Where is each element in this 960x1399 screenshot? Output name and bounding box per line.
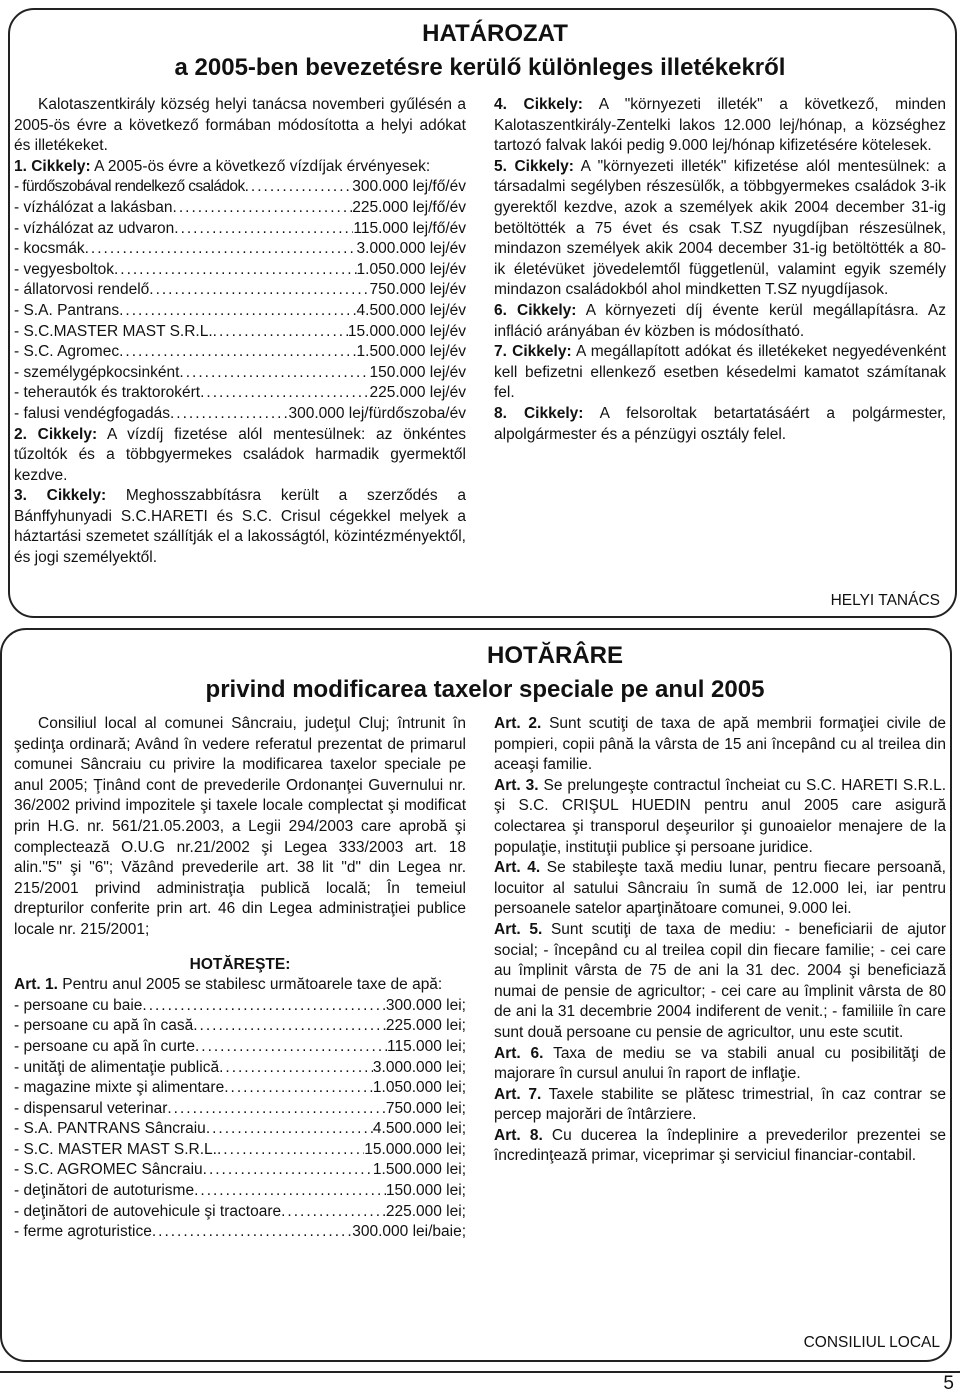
fee-row: [14, 1037, 466, 1058]
fee-label: - S.A. PANTRANS Sâncraiu: [14, 1120, 206, 1138]
hu-article-3: 3. Cikkely: Meghosszabbításra került a szerződés a Bánffyhunyadi S.C.HARETI és S.C. Crisul cégekkel melyek a háztartási szemetet szállítják el a lakosságtól, közintézményektől, és jogi személyektől.: [14, 487, 466, 567]
hu-title: HATÁROZAT: [422, 20, 568, 47]
fee-row: [14, 219, 466, 240]
fee-row: [14, 1119, 466, 1140]
fee-row: [14, 1058, 466, 1079]
hu-article-7: 7. Cikkely: A megállapított adókat és illetékeket negyedévenként kell befizetni ellenkező esetben késedelmi kamatot számítanak fel.: [494, 343, 947, 402]
fee-row: [14, 322, 466, 343]
fee-label: - falusi vendégfogadás: [14, 404, 170, 422]
fee-label: - állatorvosi rendelő: [14, 281, 150, 299]
fee-value: 1.500.000 lej/év: [356, 343, 466, 361]
ro-title: HOTĂRÂRE: [487, 642, 623, 669]
dot-leader: [245, 177, 353, 198]
fee-row: [14, 1222, 466, 1243]
dot-leader: [194, 1181, 386, 1202]
dot-leader: [203, 1160, 373, 1181]
ro-article-4: Art. 4. Se stabileşte taxă mediu lunar, pentru fiecare persoană, locuitor al satului Sâncraiu în sumă de 12.000 lei, iar pentru persoanele satelor aparţinătoare comunei, 9.000 lei.: [494, 859, 946, 918]
fee-label: - S.A. Pantrans: [14, 301, 120, 319]
hu-left-column: [14, 95, 466, 568]
fee-value: 1.050.000 lej/év: [356, 260, 466, 278]
fee-label: - ferme agroturistice: [14, 1223, 152, 1241]
hu-fee-list: [14, 177, 466, 424]
fee-value: 115.000 lej/fő/év: [353, 219, 466, 237]
fee-row: [14, 1202, 466, 1223]
fee-row: [14, 1078, 466, 1099]
fee-label: - unităţi de alimentaţie publică: [14, 1058, 220, 1076]
ro-decide-heading: HOTĂREŞTE:: [189, 955, 291, 973]
fee-label: - magazine mixte şi alimentare: [14, 1079, 225, 1097]
dot-leader: [224, 1078, 373, 1099]
fee-label: - deţinători de autoturisme: [14, 1182, 195, 1200]
fee-value: 1.500.000 lei;: [372, 1161, 466, 1179]
dot-leader: [219, 1058, 373, 1079]
fee-row: [14, 363, 466, 384]
fee-label: - S.C.MASTER MAST S.R.L.: [14, 322, 213, 340]
fee-label: - deţinători de autovehicule şi tractoare: [14, 1202, 282, 1220]
fee-label: - kocsmák: [14, 240, 85, 258]
fee-row: [14, 239, 466, 260]
fee-row: [14, 342, 466, 363]
fee-row: [14, 1181, 466, 1202]
dot-leader: [142, 996, 385, 1017]
fee-row: [14, 301, 466, 322]
hu-article-2: 2. Cikkely: A vízdíj fizetése alól mentesülnek: az önkéntes tűzoltók és a többgyermekes családok harmadik gyermektől kezdve.: [14, 425, 466, 484]
ro-article-1: Art. 1. Pentru anul 2005 se stabilesc următoarele taxe de apă:: [14, 976, 443, 994]
ro-right-column: [494, 714, 946, 1167]
ro-article-5: Art. 5. Sunt scutiţi de taxa de mediu: - beneficiarii de ajutor social; - începând cu al treilea copil din fiecare familie; - cei care au împlinit vârsta de 75 de ani la 31 dec. 2004 şi beneficiază numai de pensie de agricultor; - cei care au împlinit vârsta de 80 de ani la 31 decembrie 2004 indiferent de venit.; - familiile în care sunt două persoane cu pensie de agricultor, unu este scutit.: [494, 920, 947, 1041]
dot-leader: [85, 239, 357, 260]
dot-leader: [213, 322, 348, 343]
page-number: 5: [943, 1373, 954, 1394]
dot-leader: [206, 1119, 373, 1140]
fee-value: 3.000.000 lej/év: [356, 240, 466, 258]
fee-row: [14, 177, 466, 198]
hu-signature: HELYI TANÁCS: [830, 592, 940, 609]
hu-subtitle: a 2005-ben bevezetésre kerülő különleges illetékekről: [174, 54, 786, 81]
fee-value: 300.000 lei;: [385, 996, 466, 1014]
hu-article-6: 6. Cikkely: A környezeti díj évente kerül megállapításra. Az infláció arányában év közben is módosítható.: [494, 301, 946, 340]
dot-leader: [193, 1016, 386, 1037]
dot-leader: [152, 1222, 352, 1243]
fee-value: 750.000 lej/év: [369, 281, 466, 299]
ro-article-8: Art. 8. Cu ducerea la îndeplinire a prevederilor prezentei se încredinţează primar, viceprimar şi serviciul financiar-contabil.: [494, 1126, 946, 1165]
fee-value: 3.000.000 lei;: [372, 1058, 466, 1076]
hu-intro: Kalotaszentkirály község helyi tanácsa novemberi gyűlésén a 2005-ös évre a következő formában módosította a helyi adókat és illetékeket.: [14, 96, 466, 155]
dot-leader: [167, 1099, 385, 1120]
fee-label: - vízhálózat az udvaron: [14, 219, 175, 237]
fee-label: - vegyesboltok: [14, 260, 114, 278]
dot-leader: [170, 404, 289, 425]
fee-label: - személygépkocsinként: [14, 363, 180, 381]
fee-label: - persoane cu apă în casă: [14, 1017, 194, 1035]
fee-label: - teherautók és traktorokért: [14, 384, 201, 402]
dot-leader: [200, 383, 369, 404]
dot-leader: [179, 363, 369, 384]
fee-value: 300.000 lej/fürdőszoba/év: [288, 404, 466, 422]
fee-label: - persoane cu apă în curte: [14, 1037, 195, 1055]
fee-label: - dispensarul veterinar: [14, 1099, 168, 1117]
fee-label: - S.C. Agromec: [14, 343, 120, 361]
dot-leader: [217, 1140, 364, 1161]
dot-leader: [119, 301, 356, 322]
ro-subtitle: privind modificarea taxelor speciale pe anul 2005: [205, 676, 765, 703]
dot-leader: [195, 1037, 387, 1058]
hu-right-column: [494, 95, 946, 445]
fee-row: [14, 996, 466, 1017]
ro-article-2: Art. 2. Sunt scutiţi de taxa de apă membrii formaţiei civile de pompieri, copii până la vârsta de 15 ani începând cu al treilea din aceaşi familie.: [494, 715, 946, 774]
hu-article-8: 8. Cikkely: A felsoroltak betartatásáért a polgármester, alpolgármester és a pénzügyi osztály felel.: [494, 404, 946, 443]
fee-row: [14, 1140, 466, 1161]
fee-value: 225.000 lei;: [385, 1202, 466, 1220]
fee-value: 15.000.000 lej/év: [347, 322, 466, 340]
fee-value: 150.000 lei;: [385, 1182, 466, 1200]
ro-article-7: Art. 7. Taxele stabilite se plătesc trimestrial, în caz contrar se percep majorări de întârziere.: [494, 1085, 946, 1124]
hu-article-4: 4. Cikkely: A "környezeti illeték" a következő, minden Kalotaszentkirály-Zentelki lakos 12.000 lej/hónap, a községhez tartozó falvak lakói pedig 9.000 lej/hónap kifizetésére kötelesek.: [494, 96, 947, 155]
dot-leader: [174, 219, 353, 240]
fee-value: 150.000 lej/év: [369, 363, 466, 381]
fee-label: - persoane cu baie: [14, 996, 143, 1014]
dot-leader: [119, 342, 356, 363]
fee-value: 4.500.000 lei;: [372, 1120, 466, 1138]
fee-row: [14, 1099, 466, 1120]
fee-row: [14, 260, 466, 281]
fee-value: 1.050.000 lei;: [372, 1079, 466, 1097]
fee-value: 115.000 lei;: [387, 1037, 466, 1055]
fee-value: 15.000.000 lei;: [364, 1140, 466, 1158]
fee-value: 225.000 lej/év: [369, 384, 466, 402]
ro-left-column: [14, 714, 466, 1243]
fee-row: [14, 1160, 466, 1181]
fee-label: - vízhálózat a lakásban: [14, 198, 173, 216]
fee-label: - fürdőszobával rendelkező családok: [14, 178, 245, 196]
fee-row: [14, 1016, 466, 1037]
ro-article-3: Art. 3. Se prelungeşte contractul încheiat cu S.C. HARETI S.R.L. şi S.C. CRIŞUL HUEDIN pentru anul 2005 care asigură colectarea şi transporul deşeurilor şi gunoaielor menajere de la populaţie, instituţii publice şi persoane juridice.: [494, 776, 947, 856]
fee-value: 225.000 lej/fő/év: [352, 198, 466, 216]
ro-intro: Consiliul local al comunei Sâncraiu, judeţul Cluj; întrunit în şedinţa ordinară; Având în vedere referatul prezentat de primarul comunei Sâncraiu cu privire la modificarea taxelor speciale pe anul 2005; Ţinând cont de prevederile Ordonanţei Guvernului nr. 36/2002 privind impozitele şi taxele locale complectat şi modificat prin H.G. nr. 561/21.05.2003, a Legii 294/2003 care aprobă şi complectează O.U.G nr.21/2002 şi Legea 333/2003 art. 18 alin."5" şi "6"; Văzând prevederile art. 38 lit "d" din Legea nr. 215/2001 privind administraţia publică locală; În temeiul drepturilor conferite prin art. 46 din Legea administraţiei publice locale nr. 215/2001;: [14, 715, 466, 938]
hu-article-1: 1. Cikkely: A 2005-ös évre a következő vízdíjak érvényesek:: [14, 157, 431, 175]
dot-leader: [114, 260, 357, 281]
ro-signature: CONSILIUL LOCAL: [803, 1334, 940, 1351]
ro-article-6: Art. 6. Taxa de mediu se va stabili anual cu posibilităţi de majorare în cursul anului în raport de inflaţie.: [494, 1044, 946, 1083]
ro-fee-list: [14, 996, 466, 1243]
fee-label: - S.C. MASTER MAST S.R.L.: [14, 1140, 217, 1158]
dot-leader: [173, 198, 353, 219]
hu-article-5: 5. Cikkely: A "környezeti illeték" kifizetése alól mentesülnek: a társadalmi segélyben részesülők, a többgyermekes családok 3-ik gyerektől kezdve, azok a személyek akik 2004 december 31-ig betöltötték a 75 évet és csak T.SZ nyugdíjban részesülnek, mindazon személyek akik 2004 december 31-ig betöltötték a 80-ik életévüket jövedelemtől függetlenül, valamint egyik személy mindazon családokból ahol mindketten T.SZ nyugdíjasok.: [494, 157, 946, 299]
dot-leader: [281, 1202, 386, 1223]
fee-value: 225.000 lei;: [385, 1017, 466, 1035]
fee-value: 4.500.000 lej/év: [356, 301, 466, 319]
fee-label: - S.C. AGROMEC Sâncraiu: [14, 1161, 203, 1179]
fee-row: [14, 383, 466, 404]
bottom-rule: [0, 1371, 960, 1373]
fee-row: [14, 198, 466, 219]
fee-row: [14, 404, 466, 425]
fee-row: [14, 280, 466, 301]
fee-value: 300.000 lei/baie;: [352, 1223, 466, 1241]
fee-value: 300.000 lej/fő/év: [352, 178, 466, 196]
fee-value: 750.000 lei;: [385, 1099, 466, 1117]
dot-leader: [149, 280, 369, 301]
